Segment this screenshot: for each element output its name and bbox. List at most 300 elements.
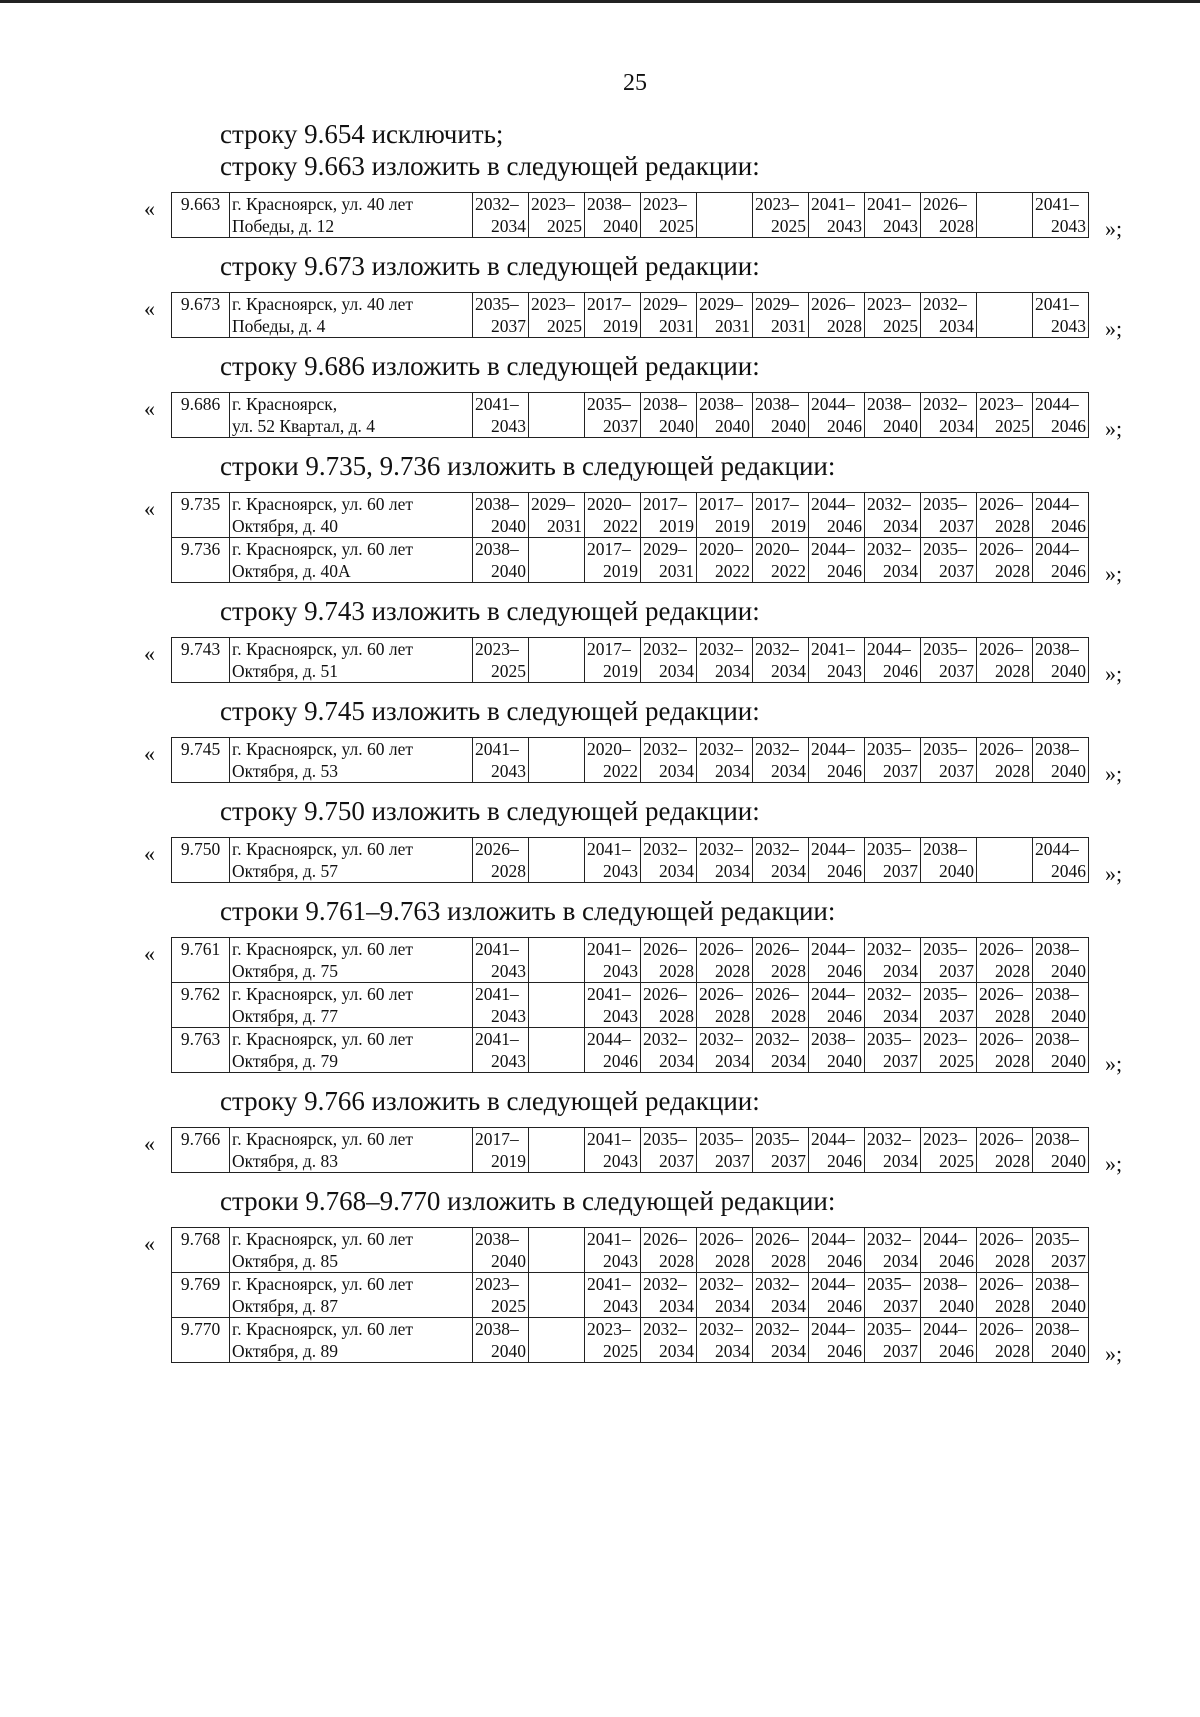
year-range-cell [809,1128,865,1173]
year-range-cell [529,1318,585,1363]
year-start: 2026– [643,1229,687,1249]
address-cell [230,1318,473,1363]
year-range-cell [865,738,921,783]
year-range-cell [977,1318,1033,1363]
year-start [531,1318,582,1340]
year-range-cell [585,1318,641,1363]
year-range-cell [529,293,585,338]
table-row [172,983,1089,1028]
year-end [979,315,1030,337]
year-start: 2032– [643,839,687,859]
year-end: 2037 [939,1006,974,1026]
year-start: 2032– [699,1274,743,1294]
year-range-cell [753,1318,809,1363]
year-start: 2038– [1035,939,1079,959]
table-row [172,493,1089,538]
year-end: 2040 [491,1251,526,1271]
year-start: 2044– [1035,539,1079,559]
year-range-cell [865,1273,921,1318]
year-start: 2035– [923,739,967,759]
address-cell [230,293,473,338]
year-end: 2037 [939,516,974,536]
year-end: 2034 [659,1296,694,1316]
year-end: 2040 [1051,761,1086,781]
address-cell [230,393,473,438]
year-start [979,193,1030,215]
year-start [531,638,582,660]
year-end: 2034 [715,661,750,681]
year-end: 2043 [603,1006,638,1026]
year-end: 2034 [659,861,694,881]
table-block [144,392,1200,441]
year-end: 2046 [1051,416,1086,436]
address-cell [230,938,473,983]
year-range-cell [753,1128,809,1173]
year-range-cell [473,1273,529,1318]
row-number: 9.673 [172,293,230,338]
year-start: 2026– [811,294,855,314]
year-range-cell [585,393,641,438]
year-start: 2041– [1035,194,1079,214]
year-range-cell [641,738,697,783]
address-cell [230,1128,473,1173]
year-start: 2038– [1035,639,1079,659]
year-end: 2037 [883,1051,918,1071]
closing-quote: »; [1105,561,1123,586]
year-end: 2028 [715,1251,750,1271]
year-end: 2025 [883,316,918,336]
year-start: 2044– [811,494,855,514]
year-end: 2034 [659,761,694,781]
year-range-cell [473,738,529,783]
year-end: 2046 [939,1251,974,1271]
year-range-cell [697,393,753,438]
year-range-cell [921,538,977,583]
year-start: 2026– [979,539,1023,559]
year-start [699,193,750,215]
year-end: 2025 [491,1296,526,1316]
year-start: 2032– [699,1029,743,1049]
year-end: 2028 [995,1151,1030,1171]
year-start: 2038– [923,839,967,859]
year-range-cell [1033,838,1089,883]
year-end: 2046 [827,961,862,981]
year-end: 2040 [827,1051,862,1071]
year-end: 2028 [659,1251,694,1271]
year-range-cell [921,493,977,538]
year-start: 2029– [531,494,575,514]
year-range-cell [921,983,977,1028]
year-range-cell [641,1128,697,1173]
year-end: 2043 [883,216,918,236]
table-row [172,738,1089,783]
year-start: 2035– [923,539,967,559]
year-start: 2035– [867,1274,911,1294]
year-end [531,860,582,882]
year-start: 2026– [643,939,687,959]
year-start [979,293,1030,315]
year-range-cell [697,493,753,538]
year-range-cell [585,1128,641,1173]
closing-quote: »; [1105,1051,1123,1076]
year-range-cell [585,1228,641,1273]
year-end: 2043 [603,1251,638,1271]
year-end: 2043 [603,861,638,881]
table-row [172,1028,1089,1073]
instruction-text: строку 9.663 изложить в следующей редакции: [220,151,760,181]
year-start: 2041– [475,939,519,959]
year-range-cell [865,193,921,238]
year-end [531,1050,582,1072]
year-end: 2043 [1051,316,1086,336]
opening-quote: « [144,941,155,966]
year-end: 2046 [827,861,862,881]
year-start: 2044– [811,1129,855,1149]
year-end: 2031 [659,316,694,336]
row-number: 9.762 [172,983,230,1028]
year-end: 2034 [715,861,750,881]
year-end: 2037 [1051,1251,1086,1271]
year-range-cell [473,938,529,983]
row-number: 9.736 [172,538,230,583]
year-end: 2040 [715,416,750,436]
year-range-cell [529,1228,585,1273]
year-start: 2026– [643,984,687,1004]
year-start: 2026– [699,939,743,959]
year-start: 2017– [755,494,799,514]
table-row [172,638,1089,683]
year-start: 2035– [699,1129,743,1149]
year-range-cell [977,1028,1033,1073]
year-end: 2028 [995,661,1030,681]
year-start: 2032– [475,194,519,214]
table-block [144,1127,1200,1176]
year-start: 2029– [643,294,687,314]
year-range-cell [1033,393,1089,438]
year-range-cell [753,1028,809,1073]
year-range-cell [921,1228,977,1273]
year-end [531,1340,582,1362]
year-end: 2034 [883,1006,918,1026]
row-number: 9.750 [172,838,230,883]
top-border-line [0,0,1200,3]
address-line: Октября, д. 40А [232,561,351,581]
year-start: 2026– [979,1274,1023,1294]
address-cell [230,838,473,883]
year-start: 2020– [699,539,743,559]
year-end: 2046 [827,1341,862,1361]
year-range-cell [473,638,529,683]
amendment-section [0,795,1200,886]
year-end: 2034 [771,661,806,681]
year-range-cell [697,538,753,583]
year-range-cell [529,638,585,683]
year-end: 2046 [827,1151,862,1171]
address-line: Октября, д. 75 [232,961,338,981]
year-range-cell [585,838,641,883]
year-start: 2044– [811,984,855,1004]
year-end: 2037 [883,861,918,881]
year-range-cell [641,1228,697,1273]
address-line: г. Красноярск, ул. 60 лет [232,739,413,759]
year-end: 2025 [547,216,582,236]
table-block [144,292,1200,341]
year-range-cell [529,838,585,883]
year-start: 2038– [587,194,631,214]
year-start: 2032– [755,739,799,759]
year-end: 2028 [715,1006,750,1026]
address-line: г. Красноярск, ул. 60 лет [232,839,413,859]
year-start: 2035– [755,1129,799,1149]
year-range-cell [865,638,921,683]
year-range-cell [641,1273,697,1318]
year-start: 2041– [811,194,855,214]
year-end [531,560,582,582]
year-end: 2046 [827,1251,862,1271]
year-range-cell [585,738,641,783]
year-start: 2044– [923,1319,967,1339]
year-range-cell [865,838,921,883]
year-start: 2035– [923,639,967,659]
year-end: 2040 [939,861,974,881]
year-start: 2038– [867,394,911,414]
address-line: Октября, д. 89 [232,1341,338,1361]
year-start: 2032– [867,1129,911,1149]
row-number: 9.766 [172,1128,230,1173]
row-number: 9.745 [172,738,230,783]
year-start: 2017– [699,494,743,514]
schedule-table [171,637,1089,683]
year-start: 2026– [755,984,799,1004]
address-line: г. Красноярск, ул. 40 лет [232,194,413,214]
year-start: 2038– [475,539,519,559]
year-range-cell [473,1318,529,1363]
year-start [531,1028,582,1050]
instruction-text: строку 9.686 изложить в следующей редакции: [220,351,760,381]
year-range-cell [697,838,753,883]
table-row [172,1128,1089,1173]
year-start: 2032– [755,1029,799,1049]
year-end: 2034 [659,1051,694,1071]
year-start: 2032– [699,739,743,759]
year-start: 2035– [923,984,967,1004]
year-start: 2038– [1035,739,1079,759]
year-end: 2025 [939,1051,974,1071]
year-end [531,660,582,682]
year-end: 2037 [883,761,918,781]
year-range-cell [753,293,809,338]
year-start: 2044– [811,1274,855,1294]
address-line: г. Красноярск, ул. 60 лет [232,539,413,559]
year-end: 2040 [659,416,694,436]
year-end: 2043 [491,416,526,436]
year-end: 2022 [771,561,806,581]
year-range-cell [753,738,809,783]
instruction-text: строку 9.654 исключить; [220,119,504,149]
year-start: 2035– [475,294,519,314]
year-end: 2037 [603,416,638,436]
year-start: 2032– [867,1229,911,1249]
table-row [172,193,1089,238]
year-start: 2041– [475,739,519,759]
year-start: 2038– [923,1274,967,1294]
year-range-cell [977,983,1033,1028]
year-start: 2035– [867,1029,911,1049]
year-start: 2026– [979,939,1023,959]
year-end: 2034 [659,1341,694,1361]
year-end: 2040 [1051,1296,1086,1316]
year-range-cell [641,983,697,1028]
year-range-cell [641,393,697,438]
year-start: 2026– [979,494,1023,514]
year-start: 2041– [475,1029,519,1049]
instruction-text: строки 9.761–9.763 изложить в следующей редакции: [220,896,836,926]
year-range-cell [529,193,585,238]
year-start: 2035– [867,1319,911,1339]
year-end: 2022 [715,561,750,581]
year-start [531,1128,582,1150]
year-start: 2038– [475,1229,519,1249]
year-end: 2040 [491,1341,526,1361]
opening-quote: « [144,496,155,521]
year-end: 2028 [715,961,750,981]
address-cell [230,1273,473,1318]
year-range-cell [473,1228,529,1273]
address-line: г. Красноярск, ул. 60 лет [232,1319,413,1339]
year-range-cell [753,638,809,683]
address-line: Октября, д. 83 [232,1151,338,1171]
table-block [144,737,1200,786]
amendment-section [0,350,1200,441]
year-range-cell [473,293,529,338]
year-end: 2034 [771,861,806,881]
year-range-cell [865,1128,921,1173]
year-end: 2043 [827,216,862,236]
table-row [172,1318,1089,1363]
year-end: 2046 [1051,861,1086,881]
year-range-cell [641,1318,697,1363]
amendment-section [0,595,1200,686]
year-start: 2044– [811,539,855,559]
year-start: 2032– [699,639,743,659]
address-line: Октября, д. 85 [232,1251,338,1271]
amendment-section [0,895,1200,1076]
year-range-cell [1033,738,1089,783]
year-end: 2028 [827,316,862,336]
year-range-cell [753,493,809,538]
year-start: 2044– [1035,839,1079,859]
row-number: 9.761 [172,938,230,983]
year-end: 2034 [715,761,750,781]
closing-quote: »; [1105,861,1123,886]
year-end: 2037 [939,761,974,781]
year-start: 2041– [587,939,631,959]
year-range-cell [809,393,865,438]
year-range-cell [697,1228,753,1273]
year-range-cell [473,393,529,438]
year-range-cell [977,193,1033,238]
year-start [531,1228,582,1250]
year-range-cell [865,493,921,538]
year-end: 2028 [771,961,806,981]
year-start: 2023– [867,294,911,314]
schedule-table [171,1127,1089,1173]
instruction-text: строку 9.750 изложить в следующей редакции: [220,796,760,826]
year-end: 2031 [771,316,806,336]
year-start: 2023– [755,194,799,214]
year-range-cell [865,293,921,338]
year-end: 2040 [491,516,526,536]
year-start [531,838,582,860]
opening-quote: « [144,1131,155,1156]
year-start: 2026– [923,194,967,214]
year-end: 2046 [883,661,918,681]
year-start: 2035– [587,394,631,414]
year-range-cell [473,983,529,1028]
year-start: 2017– [587,294,631,314]
year-range-cell [865,1228,921,1273]
year-end: 2019 [491,1151,526,1171]
schedule-table [171,392,1089,438]
year-end: 2046 [827,1006,862,1026]
address-line: г. Красноярск, ул. 60 лет [232,1229,413,1249]
year-start: 2032– [923,394,967,414]
year-range-cell [977,1228,1033,1273]
schedule-table [171,1227,1089,1363]
address-line: Октября, д. 57 [232,861,338,881]
address-cell [230,738,473,783]
year-end: 2037 [659,1151,694,1171]
year-range-cell [921,293,977,338]
year-start: 2032– [643,639,687,659]
year-end: 2028 [995,516,1030,536]
address-line: ул. 52 Квартал, д. 4 [232,416,375,436]
address-line: г. Красноярск, ул. 60 лет [232,1129,413,1149]
year-start: 2017– [475,1129,519,1149]
year-start: 2041– [475,394,519,414]
year-start: 2020– [587,739,631,759]
year-range-cell [473,538,529,583]
year-end: 2043 [603,1151,638,1171]
schedule-table [171,737,1089,783]
year-end: 2040 [1051,1051,1086,1071]
year-end: 2046 [939,1341,974,1361]
year-end: 2034 [771,1341,806,1361]
year-range-cell [977,1273,1033,1318]
table-block [144,837,1200,886]
address-line: Октября, д. 79 [232,1051,338,1071]
year-start: 2026– [979,639,1023,659]
year-end: 2019 [603,316,638,336]
year-start: 2044– [1035,394,1079,414]
year-range-cell [809,838,865,883]
year-end: 2046 [827,516,862,536]
year-range-cell [529,393,585,438]
address-line: г. Красноярск, [232,394,338,414]
year-end: 2034 [939,316,974,336]
year-start: 2032– [699,839,743,859]
table-block [144,192,1200,241]
year-end: 2025 [771,216,806,236]
amendment-section [0,450,1200,586]
year-end: 2022 [603,761,638,781]
year-end: 2019 [603,561,638,581]
year-start: 2023– [475,1274,519,1294]
year-start: 2032– [643,1319,687,1339]
year-start: 2041– [587,1274,631,1294]
year-range-cell [921,738,977,783]
year-end: 2028 [939,216,974,236]
